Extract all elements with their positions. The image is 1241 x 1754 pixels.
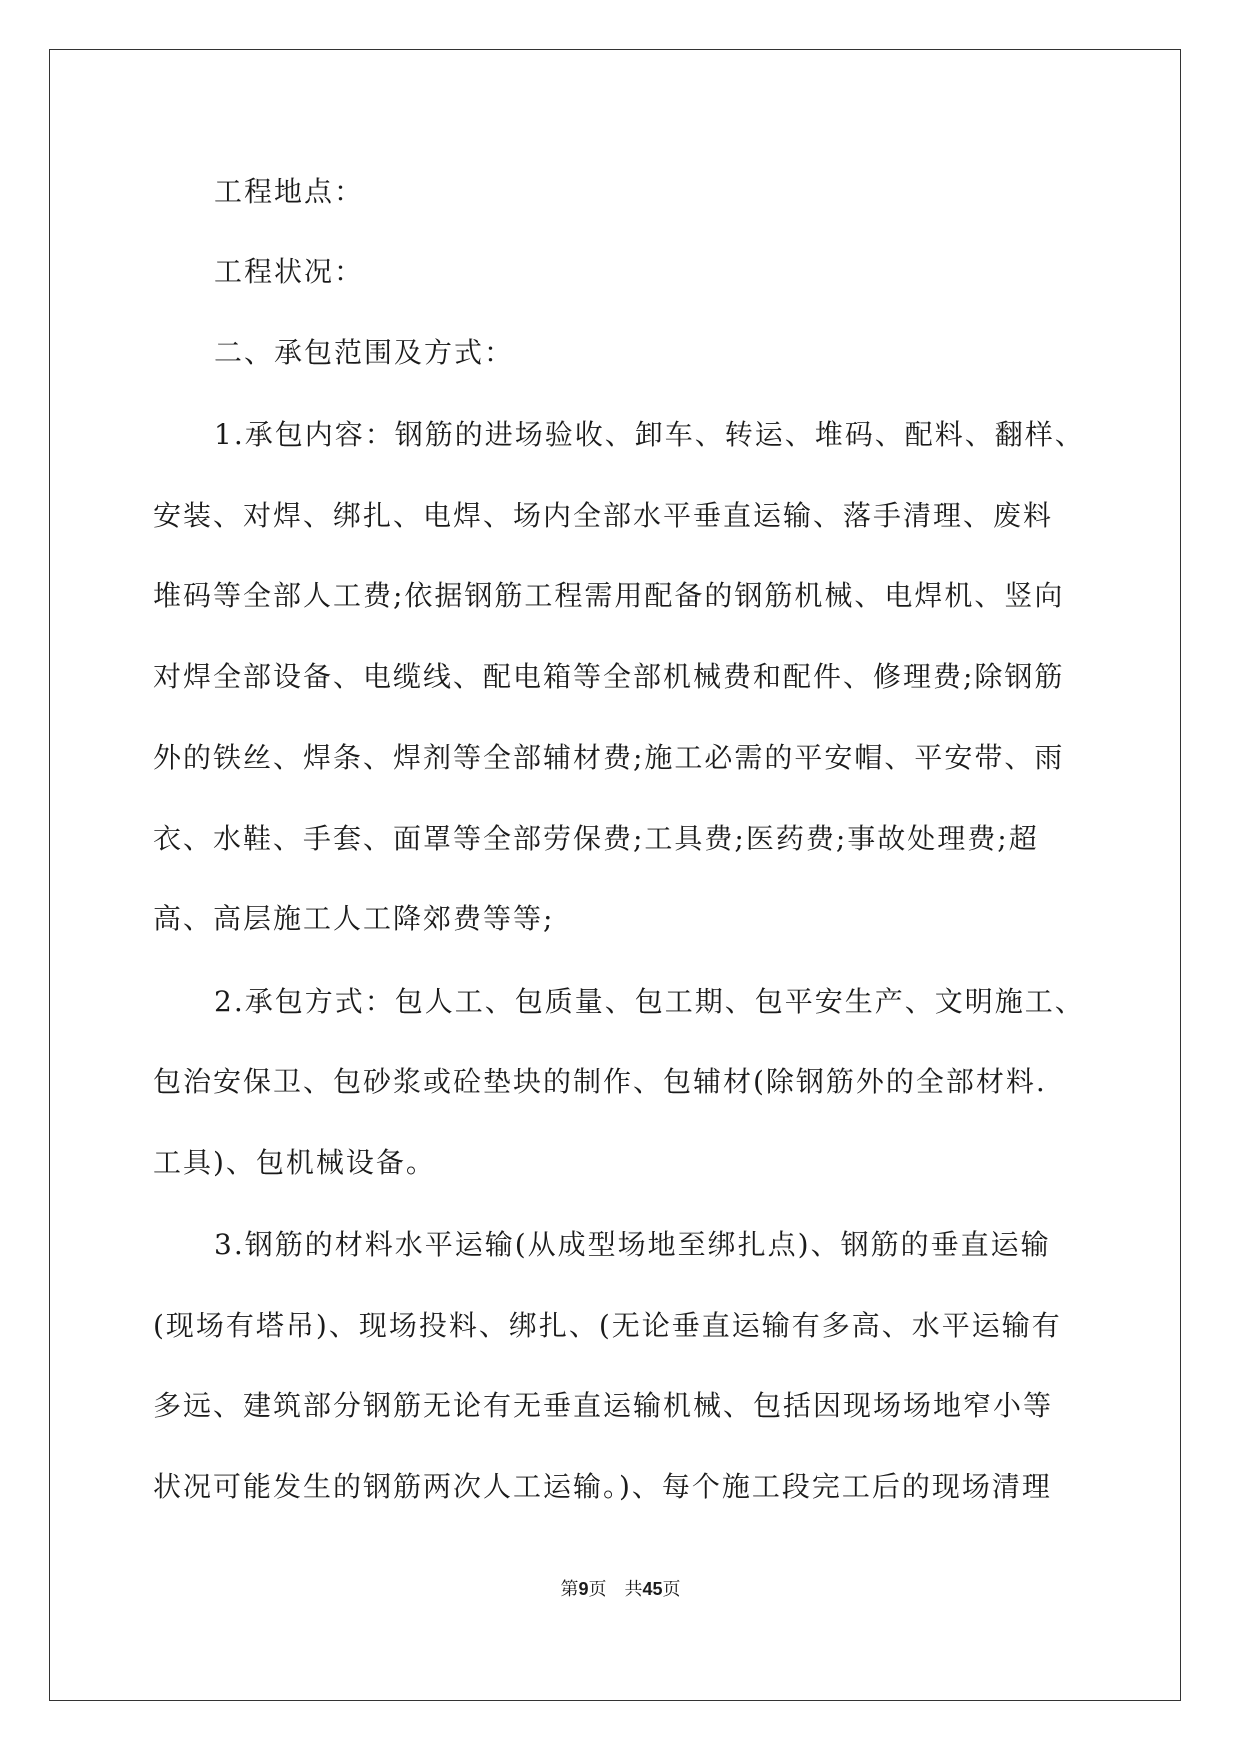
- paragraph-line: 工具)、包机械设备。: [153, 1146, 436, 1179]
- project-location-label: 工程地点：: [214, 175, 365, 208]
- paragraph-line: 堆码等全部人工费;依据钢筋工程需用配备的钢筋机械、电焊机、竖向: [153, 579, 1065, 612]
- paragraph-line: 包治安保卫、包砂浆或砼垫块的制作、包辅材(除钢筋外的全部材料.: [153, 1065, 1047, 1098]
- paragraph-line: 安装、对焊、绑扎、电焊、场内全部水平垂直运输、落手清理、废料: [153, 499, 1054, 532]
- page-number: 9: [578, 1579, 589, 1599]
- paragraph-line: 高、高层施工人工降郊费等等;: [153, 902, 555, 935]
- page-prefix: 第: [560, 1579, 579, 1600]
- paragraph-line: 多远、建筑部分钢筋无论有无垂直运输机械、包括因现场场地窄小等: [153, 1389, 1054, 1422]
- paragraph-line: 衣、水鞋、手套、面罩等全部劳保费;工具费;医药费;事故处理费;超: [153, 822, 1039, 855]
- project-status-label: 工程状况：: [214, 255, 365, 288]
- paragraph-line: (现场有塔吊)、现场投料、绑扎、(无论垂直运输有多高、水平运输有: [153, 1309, 1062, 1342]
- paragraph-line: 对焊全部设备、电缆线、配电箱等全部机械费和配件、修理费;除钢筋: [153, 660, 1065, 693]
- page-border: [49, 49, 1181, 1701]
- paragraph-line: 2.承包方式：包人工、包质量、包工期、包平安生产、文明施工、: [214, 985, 1085, 1018]
- paragraph-line: 外的铁丝、焊条、焊剂等全部辅材费;施工必需的平安帽、平安带、雨: [153, 741, 1065, 774]
- total-suffix: 页: [662, 1579, 681, 1600]
- total-pages: 45: [642, 1579, 663, 1599]
- page-suffix: 页: [588, 1579, 607, 1600]
- paragraph-line: 3.钢筋的材料水平运输(从成型场地至绑扎点)、钢筋的垂直运输: [214, 1228, 1051, 1261]
- paragraph-line: 1.承包内容：钢筋的进场验收、卸车、转运、堆码、配料、翻样、: [214, 418, 1085, 451]
- section-heading-scope: 二、承包范围及方式：: [214, 336, 515, 369]
- page-footer: [0, 1577, 1241, 1602]
- paragraph-line: 状况可能发生的钢筋两次人工运输。)、每个施工段完工后的现场清理: [153, 1470, 1052, 1503]
- total-prefix: 共: [624, 1579, 643, 1600]
